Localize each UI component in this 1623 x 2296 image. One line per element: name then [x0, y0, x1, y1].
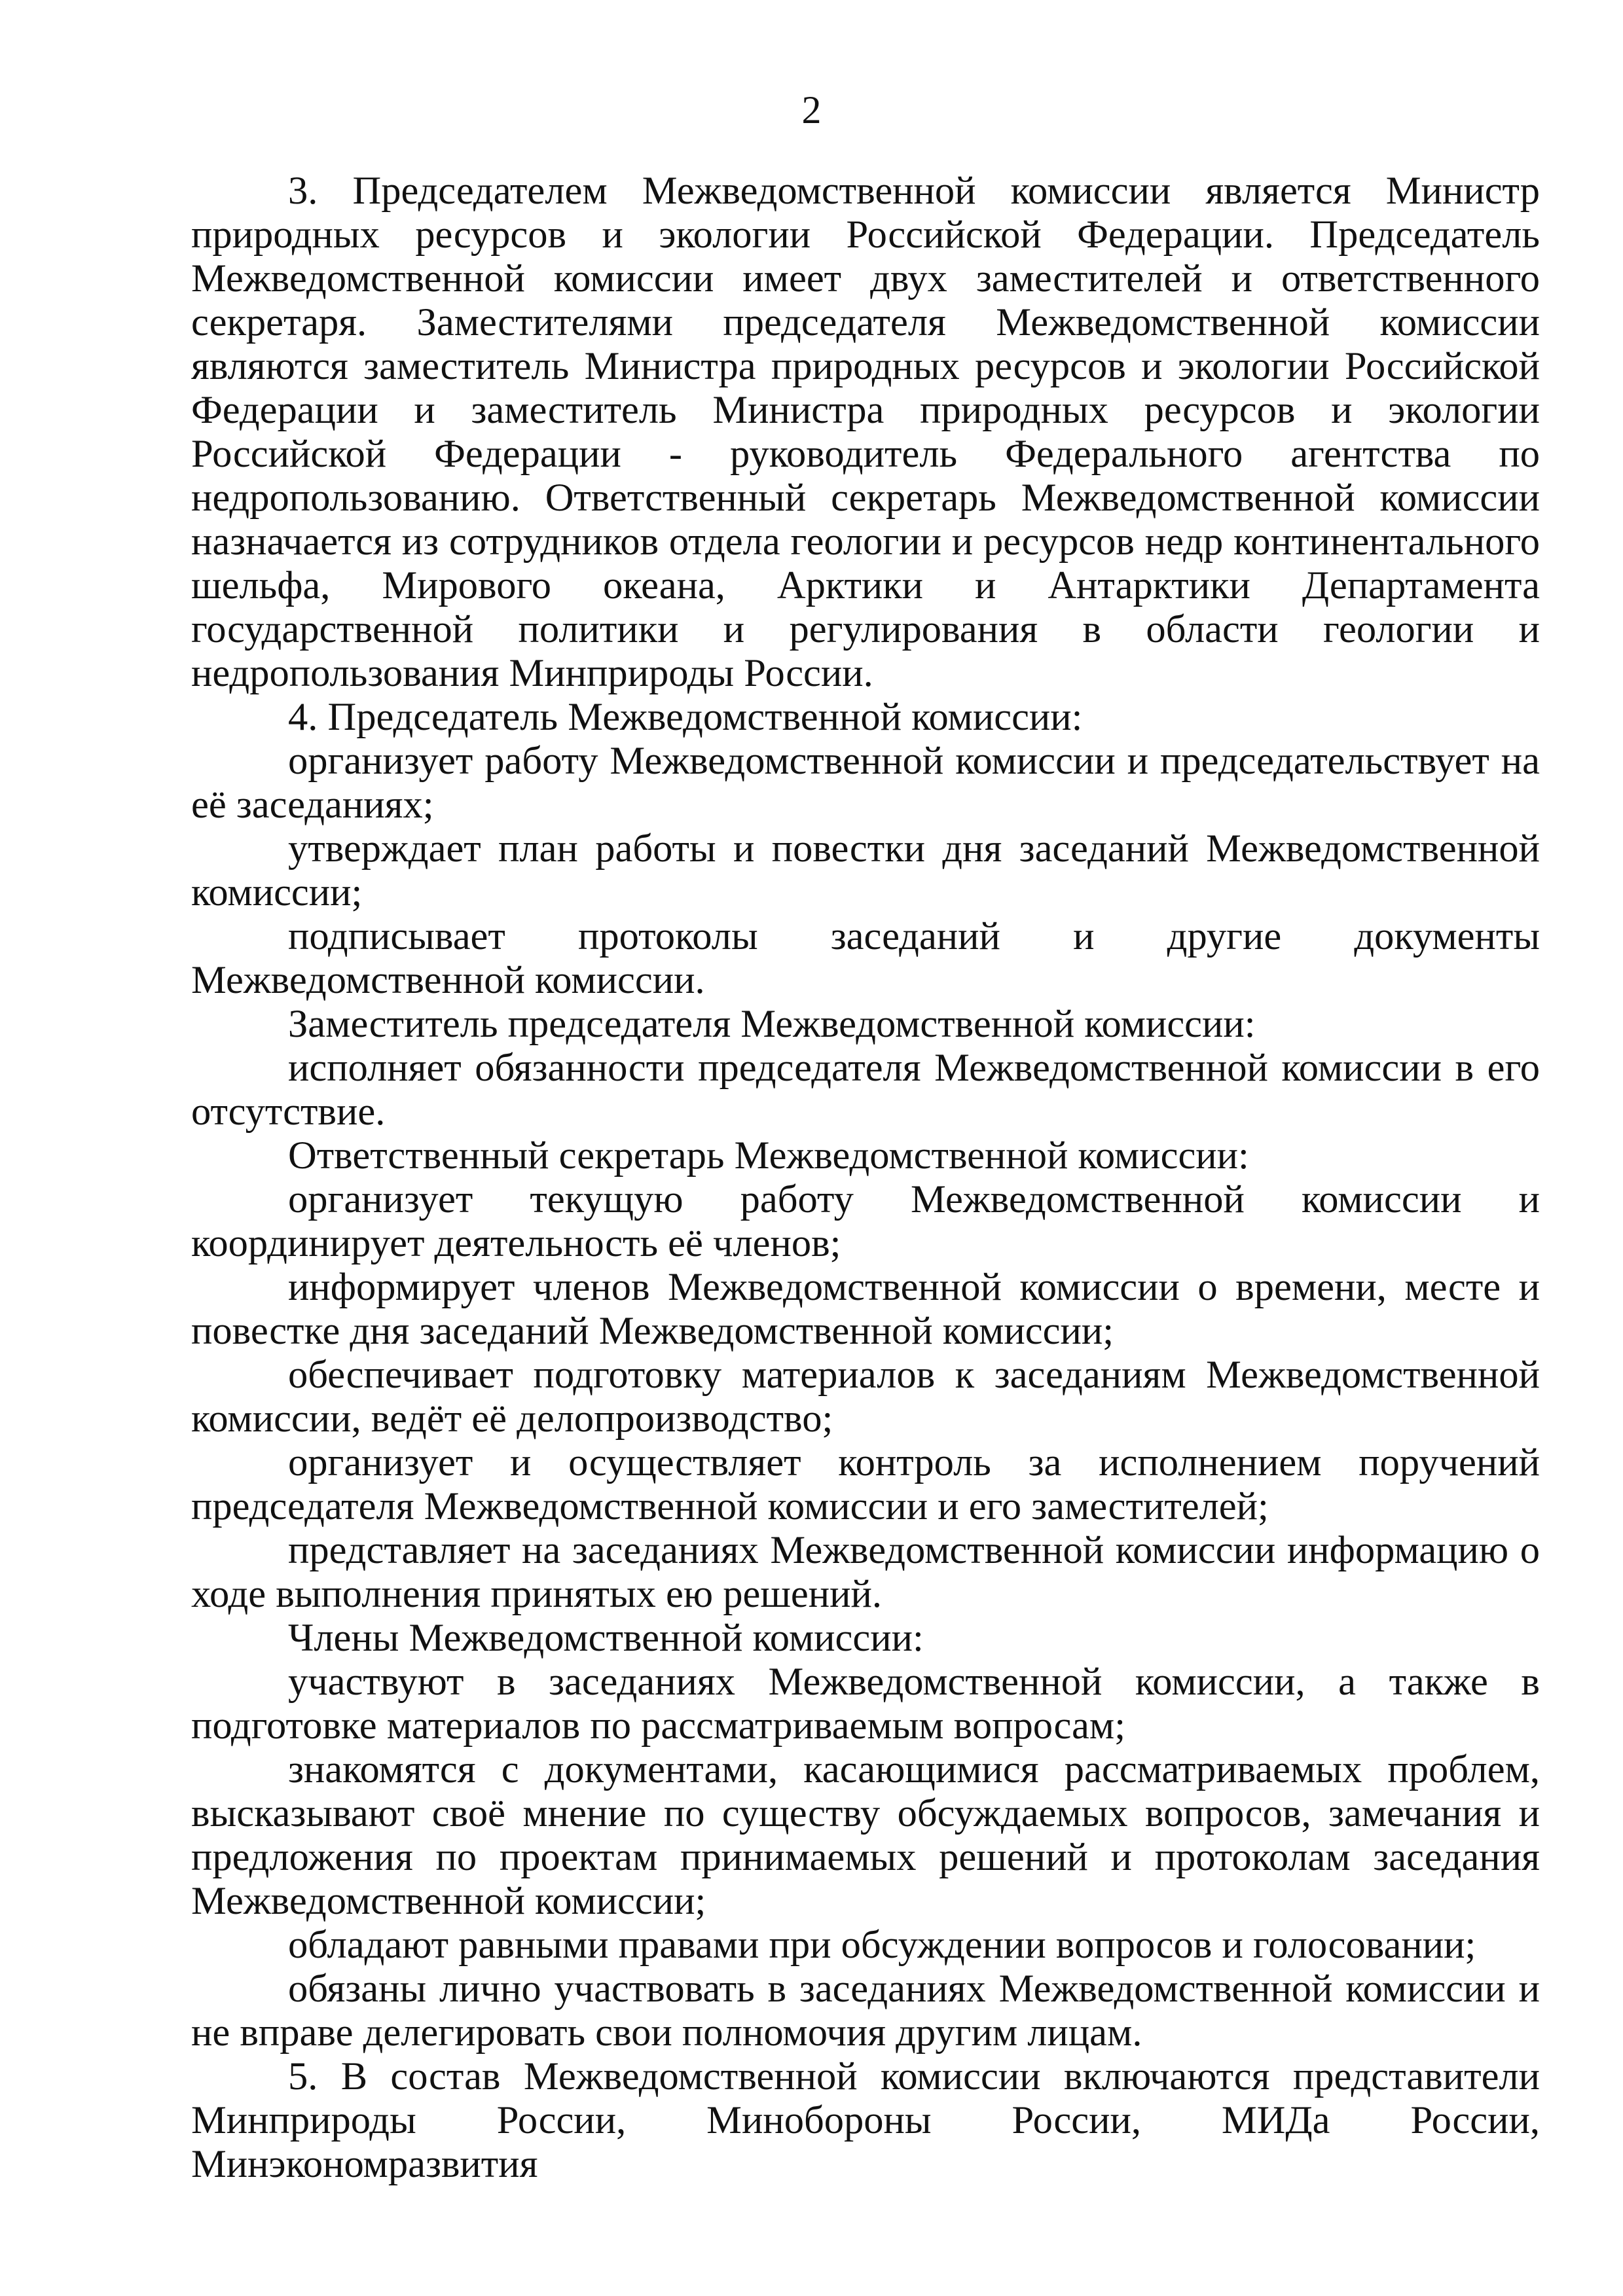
deputy-duty: исполняет обязанности председателя Межведомственной комиссии в его отсутствие. [191, 1046, 1540, 1134]
deputy-heading: Заместитель председателя Межведомственной комиссии: [288, 1002, 1256, 1046]
members-duty-equal-rights: обладают равными правами при обсуждении вопросов и голосовании; [288, 1923, 1476, 1967]
members-duty-review: знакомятся с документами, касающимися рассматриваемых проблем, высказывают своё мнение по существу обсуждаемых вопросов, замечания и предложения по проектам принимаемых решений и протоколам заседания Межведомственной комиссии; [191, 1748, 1540, 1923]
secretary-heading: Ответственный секретарь Межведомственной комиссии: [288, 1134, 1249, 1177]
members-duty-personal: обязаны лично участвовать в заседаниях Межведомственной комиссии и не вправе делегировать свои полномочия другим лицам. [191, 1967, 1540, 2054]
paragraph-3-chairman: 3. Председателем Межведомственной комиссии является Министр природных ресурсов и экологии Российской Федерации. Председатель Межведомственной комиссии имеет двух заместителей и ответственного секретаря. Заместителями председателя Межведомственной комиссии являются заместитель Министра природных ресурсов и экологии Российской Федерации и заместитель Министра природных ресурсов и экологии Российской Федерации - руководитель Федерального агентства по недропользованию. Ответственный секретарь Межведомственной комиссии назначается из сотрудников отдела геологии и ресурсов недр континентального шельфа, Мирового океана, Арктики и Антарктики Департамента государственной политики и регулирования в области геологии и недропользования Минприроды России. [191, 169, 1540, 695]
secretary-duty-prepares: обеспечивает подготовку материалов к заседаниям Межведомственной комиссии, ведёт её делопроизводство; [191, 1353, 1540, 1441]
members-duty-participate: участвуют в заседаниях Межведомственной комиссии, а также в подготовке материалов по рассматриваемым вопросам; [191, 1660, 1540, 1748]
secretary-duty-controls: организует и осуществляет контроль за исполнением поручений председателя Межведомственной комиссии и его заместителей; [191, 1441, 1540, 1528]
chairman-duty-approves: утверждает план работы и повестки дня заседаний Межведомственной комиссии; [191, 827, 1540, 914]
chairman-duty-signs: подписывает протоколы заседаний и другие документы Межведомственной комиссии. [191, 914, 1540, 1002]
page-number: 2 [801, 88, 822, 132]
members-heading: Члены Межведомственной комиссии: [288, 1616, 924, 1660]
secretary-duty-reports: представляет на заседаниях Межведомственной комиссии информацию о ходе выполнения принятых ею решений. [191, 1528, 1540, 1616]
paragraph-5-composition: 5. В состав Межведомственной комиссии включаются представители Минприроды России, Минобороны России, МИДа России, Минэкономразвития [191, 2054, 1540, 2186]
secretary-duty-informs: информирует членов Межведомственной комиссии о времени, месте и повестке дня заседаний Межведомственной комиссии; [191, 1265, 1540, 1353]
document-body [191, 169, 1540, 2186]
chairman-duty-organizes: организует работу Межведомственной комиссии и председательствует на её заседаниях; [191, 739, 1540, 827]
secretary-duty-organizes: организует текущую работу Межведомственной комиссии и координирует деятельность её членов; [191, 1177, 1540, 1265]
paragraph-4-chairman-duties: 4. Председатель Межведомственной комиссии: [288, 695, 1083, 739]
